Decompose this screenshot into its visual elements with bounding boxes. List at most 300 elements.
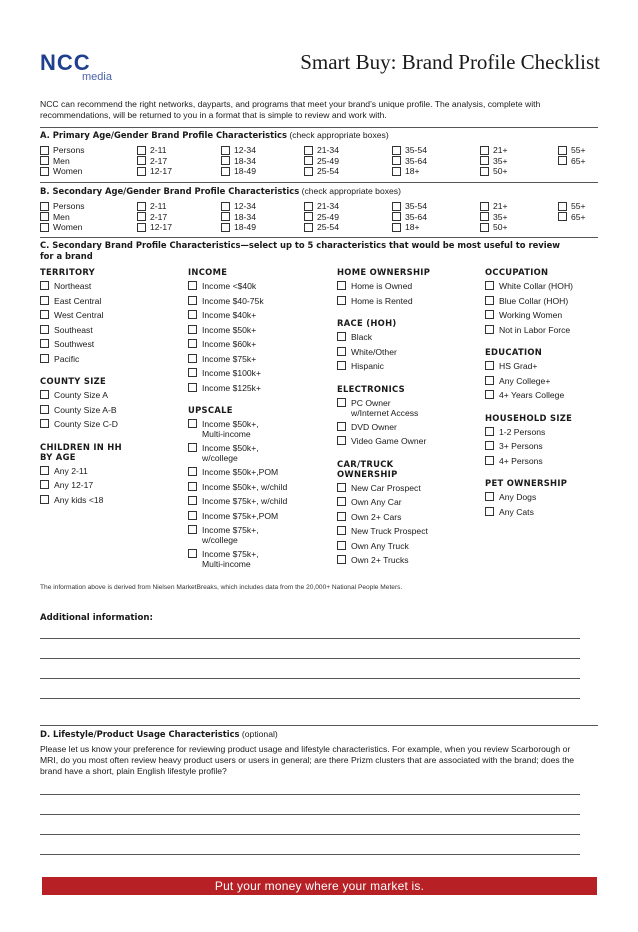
checkbox-label: Income $50k+, Multi-income (202, 419, 259, 439)
checkbox-option-55[interactable] (558, 145, 586, 156)
checkbox-label: Income $100k+ (202, 368, 262, 378)
checkbox-option-any-cats[interactable] (485, 507, 633, 522)
checkbox[interactable] (188, 368, 197, 377)
checkbox[interactable] (480, 146, 489, 155)
checkbox[interactable] (40, 281, 49, 290)
checkbox[interactable] (304, 156, 313, 165)
checkbox[interactable] (188, 549, 197, 558)
checkbox[interactable] (337, 512, 346, 521)
section-a-column (221, 145, 256, 177)
checkbox-label: Income $50k+, w/college (202, 443, 259, 463)
checkbox[interactable] (40, 419, 49, 428)
checkbox[interactable] (221, 146, 230, 155)
section-b-column (221, 201, 256, 233)
checkbox[interactable] (337, 281, 346, 290)
checkbox-option-income-75k[interactable] (188, 354, 336, 369)
checkbox[interactable] (337, 555, 346, 564)
checkbox[interactable] (337, 296, 346, 305)
checkbox-label: DVD Owner (351, 421, 397, 432)
checkbox-option-18-34[interactable] (221, 212, 256, 223)
checkbox[interactable] (337, 483, 346, 492)
checkbox-option-any-2-11[interactable] (40, 466, 188, 481)
checkbox-option-income-50k-multi-income[interactable] (188, 419, 336, 443)
section-a-column (137, 145, 172, 177)
checkbox-option-black[interactable] (337, 332, 485, 347)
checkbox[interactable] (40, 495, 49, 504)
category-heading-household-size: HOUSEHOLD SIZE (485, 412, 573, 423)
checkbox-option-25-49[interactable] (304, 156, 339, 167)
checkbox-option-income-50k-w-college[interactable] (188, 443, 336, 467)
checkbox[interactable] (558, 212, 567, 221)
checkbox[interactable] (188, 511, 197, 520)
checkbox[interactable] (304, 202, 313, 211)
checkbox[interactable] (221, 223, 230, 232)
checkbox-option-income-40k[interactable] (188, 310, 336, 325)
checkbox-label: White Collar (HOH) (499, 281, 574, 291)
checkbox-label: HS Grad+ (499, 361, 538, 371)
checkbox-option-home-is-rented[interactable] (337, 296, 485, 311)
checkbox-label: Black (351, 332, 373, 342)
checkbox[interactable] (40, 156, 49, 165)
checkbox[interactable] (188, 281, 197, 290)
checkbox[interactable] (40, 354, 49, 363)
source-note: The information above is derived from Nielsen MarketBreaks, which includes data from the 20,000+ National People Meters. (40, 584, 403, 591)
checkbox-option-income-40k[interactable] (188, 281, 336, 296)
checkbox-option-women[interactable] (40, 222, 85, 233)
checkbox-label: Not in Labor Force (499, 324, 571, 335)
section-c-title: C. Secondary Brand Profile Characteristics—select up to 5 characteristics that would be most useful to review for a brand (40, 240, 561, 261)
checkbox-label: 21+ (493, 145, 508, 156)
checkbox-option-35-64[interactable] (392, 156, 427, 167)
checkbox-option-hs-grad[interactable] (485, 361, 633, 376)
checkbox-label: Income $75k+,POM (202, 510, 279, 521)
additional-info-line-2[interactable] (40, 658, 580, 659)
checkbox[interactable] (337, 436, 346, 445)
checkbox-option-any-12-17[interactable] (40, 480, 188, 495)
checkbox-label: Own 2+ Cars (351, 511, 402, 522)
checkbox-label: Any College+ (499, 375, 551, 386)
checkbox-label: 25-54 (317, 166, 339, 177)
checkbox-label: 12-17 (150, 166, 172, 177)
checkbox[interactable] (558, 202, 567, 211)
checkbox-option-21[interactable] (480, 201, 508, 212)
checkbox[interactable] (485, 390, 494, 399)
checkbox-option-65[interactable] (558, 212, 586, 223)
checkbox-label: 21+ (493, 201, 508, 212)
section-d-note: (optional) (239, 729, 278, 739)
checkbox-option-new-truck-prospect[interactable] (337, 526, 485, 541)
checkbox-option-persons[interactable] (40, 201, 85, 212)
checkbox[interactable] (392, 202, 401, 211)
checkbox-label: 35-64 (405, 211, 427, 222)
category-heading-pet-ownership: PET OWNERSHIP (485, 478, 568, 488)
checkbox[interactable] (485, 281, 494, 290)
checkbox[interactable] (480, 156, 489, 165)
checkbox-label: 2-11 (150, 145, 167, 156)
checkbox-option-income-40-75k[interactable] (188, 296, 336, 311)
checkbox[interactable] (40, 339, 49, 348)
checkbox-option-35-54[interactable] (392, 201, 427, 212)
lifestyle-line-2[interactable] (40, 814, 580, 815)
divider (40, 182, 598, 183)
checkbox-option-50[interactable] (480, 222, 508, 233)
checkbox-option-12-17[interactable] (137, 166, 172, 177)
checkbox-option-21[interactable] (480, 145, 508, 156)
checkbox-label: 50+ (493, 166, 508, 177)
checkbox[interactable] (485, 492, 494, 501)
checkbox-option-southwest[interactable] (40, 339, 188, 354)
checkbox-option-18-34[interactable] (221, 156, 256, 167)
checkbox[interactable] (40, 405, 49, 414)
checkbox[interactable] (40, 296, 49, 305)
checkbox-label: Southwest (54, 339, 95, 349)
checkbox-option-income-50k-pom[interactable] (188, 467, 336, 482)
checkbox-option-income-75k-w-college[interactable] (188, 525, 336, 549)
checkbox-label: Income $50k+ (202, 324, 257, 335)
checkbox-option-income-75k-pom[interactable] (188, 511, 336, 526)
checkbox[interactable] (188, 383, 197, 392)
checkbox[interactable] (304, 146, 313, 155)
checkbox[interactable] (337, 332, 346, 341)
checkbox-option-55[interactable] (558, 201, 586, 212)
checkbox-option-own-any-car[interactable] (337, 497, 485, 512)
logo-ncc-text: NCC (40, 50, 91, 75)
checkbox-label: Any Dogs (499, 492, 537, 502)
checkbox-option-county-size-a-b[interactable] (40, 405, 188, 420)
checkbox-label: Income $75k+, Multi-income (202, 549, 259, 569)
checkbox-label: 25-49 (317, 211, 339, 222)
checkbox-option-12-34[interactable] (221, 201, 256, 212)
category-heading-upscale: UPSCALE (188, 405, 233, 415)
checkbox-option-east-central[interactable] (40, 296, 188, 311)
checkbox[interactable] (40, 325, 49, 334)
checkbox[interactable] (304, 167, 313, 176)
checkbox[interactable] (480, 167, 489, 176)
checkbox-option-any-college[interactable] (485, 376, 633, 391)
checkbox[interactable] (485, 296, 494, 305)
checkbox-option-65[interactable] (558, 156, 586, 167)
section-b-column (392, 201, 427, 233)
checkbox[interactable] (188, 325, 197, 334)
checkbox-option-own-2-trucks[interactable] (337, 555, 485, 570)
checkbox[interactable] (221, 212, 230, 221)
checkbox-label: 25-54 (317, 222, 339, 233)
checkbox-option-1-2-persons[interactable] (485, 427, 633, 442)
checkbox-option-21-34[interactable] (304, 145, 339, 156)
checkbox-option-county-size-c-d[interactable] (40, 419, 188, 434)
checkbox[interactable] (485, 310, 494, 319)
checkbox[interactable] (485, 441, 494, 450)
checkbox[interactable] (188, 339, 197, 348)
checkbox-label: 21-34 (317, 201, 339, 212)
section-b-column (304, 201, 339, 233)
checkbox[interactable] (188, 467, 197, 476)
checkbox-label: 12-34 (234, 145, 256, 156)
checkbox-option-4-years-college[interactable] (485, 390, 633, 405)
checkbox-option-18[interactable] (392, 222, 427, 233)
checkbox[interactable] (188, 525, 197, 534)
checkbox[interactable] (188, 310, 197, 319)
checkbox-option-income-125k[interactable] (188, 383, 336, 398)
checkbox[interactable] (221, 167, 230, 176)
checkbox[interactable] (40, 390, 49, 399)
checkbox-label: 55+ (571, 201, 586, 212)
checkbox[interactable] (137, 202, 146, 211)
checkbox[interactable] (40, 212, 49, 221)
checkbox-label: East Central (54, 295, 102, 306)
checkbox-option-2-11[interactable] (137, 145, 172, 156)
section-c-column-1 (40, 267, 188, 509)
checkbox-label: Any 2-11 (54, 465, 88, 476)
checkbox-option-southeast[interactable] (40, 325, 188, 340)
checkbox-label: 18-49 (234, 222, 256, 233)
section-a-column (304, 145, 339, 177)
checkbox-option-working-women[interactable] (485, 310, 633, 325)
checkbox[interactable] (40, 146, 49, 155)
checkbox[interactable] (137, 167, 146, 176)
checkbox-option-women[interactable] (40, 166, 85, 177)
checkbox-label: 18-34 (234, 155, 256, 166)
checkbox-option-35-54[interactable] (392, 145, 427, 156)
section-a-checkbox-grid (40, 145, 600, 179)
category-heading-electronics: ELECTRONICS (337, 383, 405, 394)
checkbox-option-white-collar-hoh[interactable] (485, 281, 633, 296)
checkbox[interactable] (485, 427, 494, 436)
checkbox-label: 35-64 (405, 155, 427, 166)
section-b-note: (check appropriate boxes) (299, 186, 401, 196)
section-c-column-3 (337, 267, 485, 570)
checkbox-option-2-11[interactable] (137, 201, 172, 212)
checkbox[interactable] (137, 156, 146, 165)
checkbox[interactable] (392, 212, 401, 221)
checkbox-option-25-54[interactable] (304, 166, 339, 177)
checkbox-option-persons[interactable] (40, 145, 85, 156)
checkbox-option-18-49[interactable] (221, 166, 256, 177)
checkbox[interactable] (558, 146, 567, 155)
section-a-column (558, 145, 586, 166)
logo-media-text: media (82, 71, 112, 83)
category-heading-education: EDUCATION (485, 347, 543, 357)
checkbox-option-2-17[interactable] (137, 156, 172, 167)
checkbox-option-2-17[interactable] (137, 212, 172, 223)
checkbox-option-12-17[interactable] (137, 222, 172, 233)
checkbox[interactable] (304, 212, 313, 221)
checkbox[interactable] (485, 507, 494, 516)
checkbox[interactable] (337, 422, 346, 431)
checkbox[interactable] (337, 541, 346, 550)
checkbox-option-dvd-owner[interactable] (337, 422, 485, 437)
checkbox-option-3-persons[interactable] (485, 441, 633, 456)
checkbox[interactable] (392, 146, 401, 155)
checkbox[interactable] (337, 347, 346, 356)
checkbox-label: Income $75k+ (202, 353, 257, 364)
checkbox[interactable] (40, 202, 49, 211)
section-a-column (40, 145, 85, 177)
checkbox-option-not-in-labor-force[interactable] (485, 325, 633, 340)
section-a-heading (40, 130, 600, 141)
checkbox-option-35[interactable] (480, 156, 508, 167)
checkbox-label: 50+ (493, 222, 508, 233)
checkbox-option-own-any-truck[interactable] (337, 541, 485, 556)
additional-info-line-1[interactable] (40, 638, 580, 639)
checkbox[interactable] (392, 167, 401, 176)
checkbox-label: Income $60k+ (202, 339, 257, 349)
checkbox-option-blue-collar-hoh[interactable] (485, 296, 633, 311)
checkbox-option-21-34[interactable] (304, 201, 339, 212)
checkbox[interactable] (392, 223, 401, 232)
checkbox-option-25-49[interactable] (304, 212, 339, 223)
checkbox-label: County Size A-B (54, 404, 117, 415)
checkbox-option-income-50k-w-child[interactable] (188, 482, 336, 497)
checkbox-label: Any Cats (499, 506, 534, 517)
section-c-column-4 (485, 267, 633, 521)
checkbox-option-home-is-owned[interactable] (337, 281, 485, 296)
lifestyle-line-4[interactable] (40, 854, 580, 855)
checkbox-option-new-car-prospect[interactable] (337, 483, 485, 498)
checkbox[interactable] (558, 156, 567, 165)
checkbox-label: Blue Collar (HOH) (499, 295, 569, 306)
checkbox[interactable] (221, 156, 230, 165)
checkbox-label: County Size A (54, 390, 108, 400)
checkbox-label: West Central (54, 310, 104, 320)
checkbox-option-own-2-cars[interactable] (337, 512, 485, 527)
checkbox-label: Any kids <18 (54, 494, 104, 505)
section-b-heading (40, 186, 600, 197)
checkbox[interactable] (485, 376, 494, 385)
checkbox-label: Income $40-75k (202, 295, 264, 306)
checkbox-label: 4+ Persons (499, 455, 543, 466)
additional-info-line-3[interactable] (40, 678, 580, 679)
additional-info-line-4[interactable] (40, 698, 580, 699)
checkbox[interactable] (137, 223, 146, 232)
checkbox-label: 1-2 Persons (499, 426, 546, 437)
checkbox-option-video-game-owner[interactable] (337, 436, 485, 451)
checkbox[interactable] (337, 526, 346, 535)
checkbox-label: White/Other (351, 346, 397, 357)
checkbox-option-men[interactable] (40, 156, 85, 167)
checkbox-option-income-75k-w-child[interactable] (188, 496, 336, 511)
checkbox[interactable] (40, 466, 49, 475)
checkbox-option-west-central[interactable] (40, 310, 188, 325)
section-b-column (137, 201, 172, 233)
checkbox-label: Southeast (54, 324, 93, 335)
checkbox[interactable] (40, 167, 49, 176)
checkbox-option-income-75k-multi-income[interactable] (188, 549, 336, 573)
checkbox[interactable] (40, 480, 49, 489)
checkbox-label: New Car Prospect (351, 482, 421, 493)
section-b-column (558, 201, 586, 222)
intro-text: NCC can recommend the right networks, dayparts, and programs that meet your brand’s unique profile. The analysis, complete with recommendations, will be returned to you in a format that is simple to review and work with. (40, 99, 541, 120)
checkbox[interactable] (188, 296, 197, 305)
checkbox-option-any-kids-18[interactable] (40, 495, 188, 510)
category-heading-car-truck-ownership: CAR/TRUCK OWNERSHIP (337, 458, 398, 479)
checkbox-option-35-64[interactable] (392, 212, 427, 223)
checkbox-option-4-persons[interactable] (485, 456, 633, 471)
checkbox-option-hispanic[interactable] (337, 361, 485, 376)
checkbox-option-white-other[interactable] (337, 347, 485, 362)
checkbox-label: 18-34 (234, 211, 256, 222)
checkbox[interactable] (480, 202, 489, 211)
checkbox[interactable] (337, 361, 346, 370)
section-b-checkbox-grid (40, 201, 600, 235)
checkbox[interactable] (392, 156, 401, 165)
checkbox-option-county-size-a[interactable] (40, 390, 188, 405)
checkbox[interactable] (188, 419, 197, 428)
section-c-column-2 (188, 267, 336, 573)
checkbox[interactable] (221, 202, 230, 211)
category-heading-children-in-hh-by-age: CHILDREN IN HH BY AGE (40, 441, 122, 462)
checkbox-label: PC Owner w/Internet Access (351, 397, 419, 418)
checkbox-option-income-60k[interactable] (188, 339, 336, 354)
checkbox-option-pc-owner-w-internet-access[interactable] (337, 398, 485, 422)
checkbox-option-any-dogs[interactable] (485, 492, 633, 507)
lifestyle-line-3[interactable] (40, 834, 580, 835)
checkbox-label: Home is Owned (351, 281, 413, 291)
checkbox-label: 35+ (493, 155, 508, 166)
checkbox[interactable] (337, 398, 346, 407)
checkbox-option-income-50k[interactable] (188, 325, 336, 340)
checkbox-option-men[interactable] (40, 212, 85, 223)
checkbox[interactable] (137, 146, 146, 155)
checkbox-label: Video Game Owner (351, 436, 427, 446)
checkbox-label: 35+ (493, 211, 508, 222)
checkbox-label: Income $125k+ (202, 382, 262, 393)
checkbox-option-25-54[interactable] (304, 222, 339, 233)
checkbox-label: 3+ Persons (499, 441, 543, 451)
checkbox[interactable] (188, 482, 197, 491)
checkbox-label: 35-54 (405, 145, 427, 156)
checkbox-option-18[interactable] (392, 166, 427, 177)
checkbox-option-50[interactable] (480, 166, 508, 177)
checkbox-option-income-100k[interactable] (188, 368, 336, 383)
checkbox[interactable] (137, 212, 146, 221)
checkbox-label: Women (53, 222, 83, 233)
checkbox-label: Persons (53, 201, 85, 212)
checkbox[interactable] (40, 310, 49, 319)
checkbox-option-12-34[interactable] (221, 145, 256, 156)
checkbox-option-35[interactable] (480, 212, 508, 223)
checkbox-label: 25-49 (317, 155, 339, 166)
checkbox-option-pacific[interactable] (40, 354, 188, 369)
checkbox-label: Northeast (54, 281, 92, 291)
checkbox-label: Any 12-17 (54, 480, 94, 490)
checkbox[interactable] (304, 223, 313, 232)
category-heading-home-ownership: HOME OWNERSHIP (337, 267, 431, 277)
checkbox[interactable] (480, 223, 489, 232)
category-heading-income: INCOME (188, 267, 228, 277)
section-b-title: B. Secondary Age/Gender Brand Profile Characteristics (40, 186, 300, 196)
checkbox[interactable] (188, 496, 197, 505)
checkbox[interactable] (40, 223, 49, 232)
checkbox-label: Income <$40k (202, 281, 257, 291)
checkbox[interactable] (485, 456, 494, 465)
checkbox[interactable] (485, 325, 494, 334)
checkbox[interactable] (188, 443, 197, 452)
checkbox[interactable] (188, 354, 197, 363)
footer-tagline: Put your money where your market is. (214, 879, 425, 893)
checkbox[interactable] (485, 361, 494, 370)
checkbox-label: Hispanic (351, 361, 384, 371)
checkbox-label: 2-17 (150, 211, 168, 222)
checkbox[interactable] (480, 212, 489, 221)
lifestyle-line-1[interactable] (40, 794, 580, 795)
checkbox-option-18-49[interactable] (221, 222, 256, 233)
checkbox[interactable] (337, 497, 346, 506)
section-a-title: A. Primary Age/Gender Brand Profile Characteristics (40, 130, 287, 140)
checkbox-label: 55+ (571, 145, 586, 156)
checkbox-option-northeast[interactable] (40, 281, 188, 296)
checkbox-label: Women (53, 166, 83, 177)
